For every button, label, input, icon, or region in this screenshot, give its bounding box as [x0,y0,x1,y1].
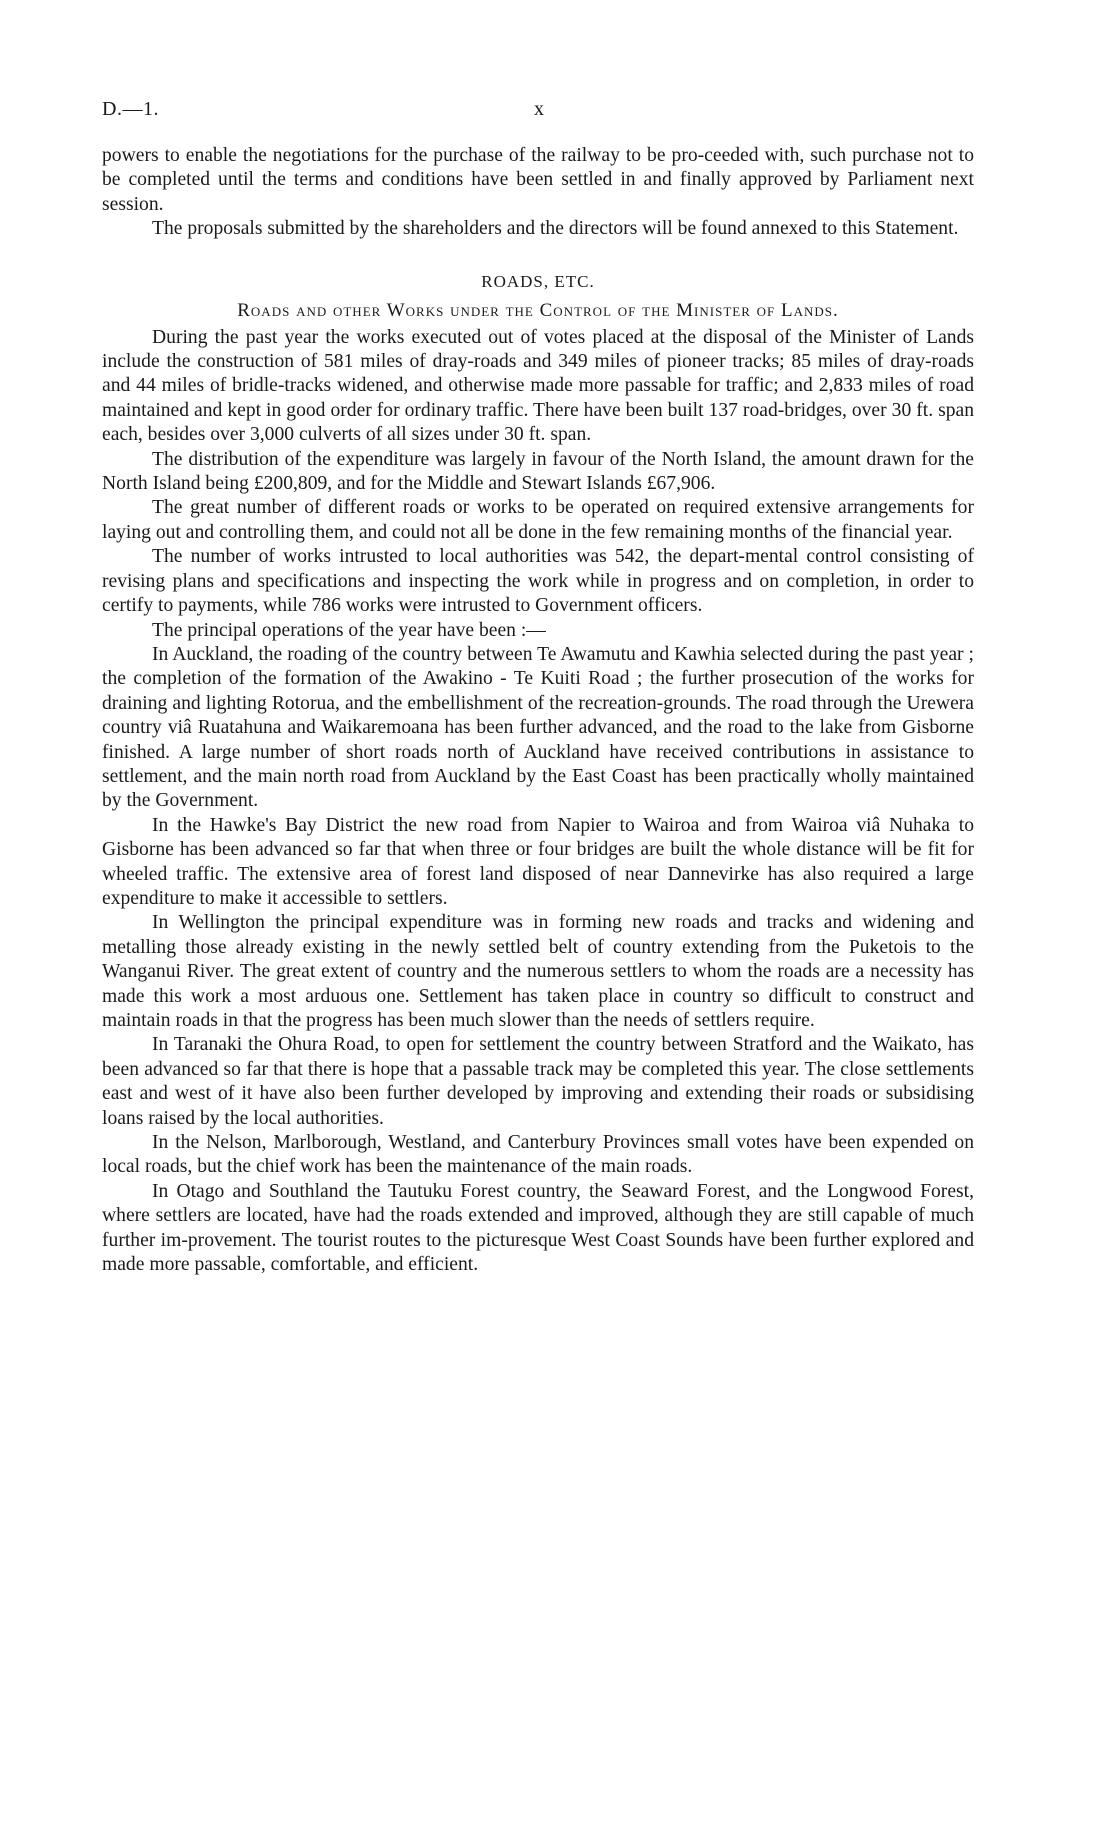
paragraph-principal-operations: The principal operations of the year have been :— [152,619,546,641]
document-reference: D.—1. [102,98,159,120]
paragraph-arrangements: The great number of different roads or works to be operated on required extensive arrangements for laying out and controlling them, and could not all be done in the few remaining months of the financial year. [102,497,974,543]
paragraph-expenditure-distribution: The distribution of the expenditure was largely in favour of the North Island, the amount drawn for the North Island being £200,809, and for the Middle and Stewart Islands £67,906. [102,448,974,495]
paragraph-hawkes-bay: In the Hawke's Bay District the new road from Napier to Wairoa and from Wairoa viâ Nuhaka to Gisborne has been advanced so far that when three or four bridges are built the whole distance will be fit for wheeled traffic. The extensive area of forest land disposed of near Dannevirke has also required a large expenditure to make it accessible to settlers. [102,814,974,909]
paragraph-proposals: The proposals submitted by the shareholders and the directors will be found annexed to this Statement. [152,218,959,240]
paragraph-otago-southland: In Otago and Southland the Tautuku Forest country, the Seaward Forest, and the Longwood Forest, where settlers are located, have had the roads extended and improved, although they are still capable of much further im-provement. The tourist routes to the picturesque West Coast Sounds have been further explored and made more passable, comfortable, and efficient. [102,1180,974,1276]
section-heading: ROADS, ETC. [481,271,595,291]
paragraph-wellington: In Wellington the principal expenditure was in forming new roads and tracks and widening and metalling those already existing in the newly settled belt of country extending from the Puketois to the Wanganui River. The great extent of country and the numerous settlers to whom the roads are a necessity has made this work a most arduous one. Settlement has taken place in country so difficult to construct and maintain roads in that the progress has been much slower than the needs of settlers require. [102,912,974,1031]
section-subheading: Roads and other Works under the Control of the Minister of Lands. [237,299,839,321]
paragraph-local-authorities: The number of works intrusted to local authorities was 542, the depart-mental control consisting of revising plans and specifications and inspecting the work while in progress and on completion, in order to certify to payments, while 786 works were intrusted to Government officers. [102,546,974,617]
running-head [102,98,974,128]
paragraph-taranaki: In Taranaki the Ohura Road, to open for settlement the country between Stratford and the Waikato, has been advanced so far that there is hope that a passable track may be completed this year. The close settlements east and west of it have also been further developed by improving and extending their roads or subsidising loans raised by the local authorities. [102,1034,974,1129]
paragraph-continuation: powers to enable the negotiations for the purchase of the railway to be pro-ceeded with, such purchase not to be completed until the terms and conditions have been settled in and finally approved by Parliament next session. [102,145,974,215]
paragraph-works-summary: During the past year the works executed out of votes placed at the disposal of the Minister of Lands include the construction of 581 miles of dray-roads and 349 miles of pioneer tracks; 85 miles of dray-roads and 44 miles of bridle-tracks widened, and otherwise made more passable for traffic; and 2,833 miles of road maintained and kept in good order for ordinary traffic. There have been built 137 road-bridges, over 30 ft. span each, besides over 3,000 culverts of all sizes under 30 ft. span. [102,326,974,446]
document-page [102,98,974,1277]
paragraph-nelson-marlborough: In the Nelson, Marlborough, Westland, and Canterbury Provinces small votes have been expended on local roads, but the chief work has been the maintenance of the main roads. [102,1132,974,1178]
paragraph-auckland: In Auckland, the roading of the country between Te Awamutu and Kawhia selected during the past year ; the completion of the formation of the Awakino - Te Kuiti Road ; the further prosecution of the works for draining and lighting Rotorua, and the embellishment of the recreation-grounds. The road through the Urewera country viâ Ruatahuna and Waikaremoana has been further advanced, and the road to the lake from Gisborne finished. A large number of short roads north of Auckland have received contributions in assistance to settlement, and the main north road from Auckland by the East Coast has been practically wholly maintained by the Government. [102,643,974,812]
page-number: x [534,98,544,120]
